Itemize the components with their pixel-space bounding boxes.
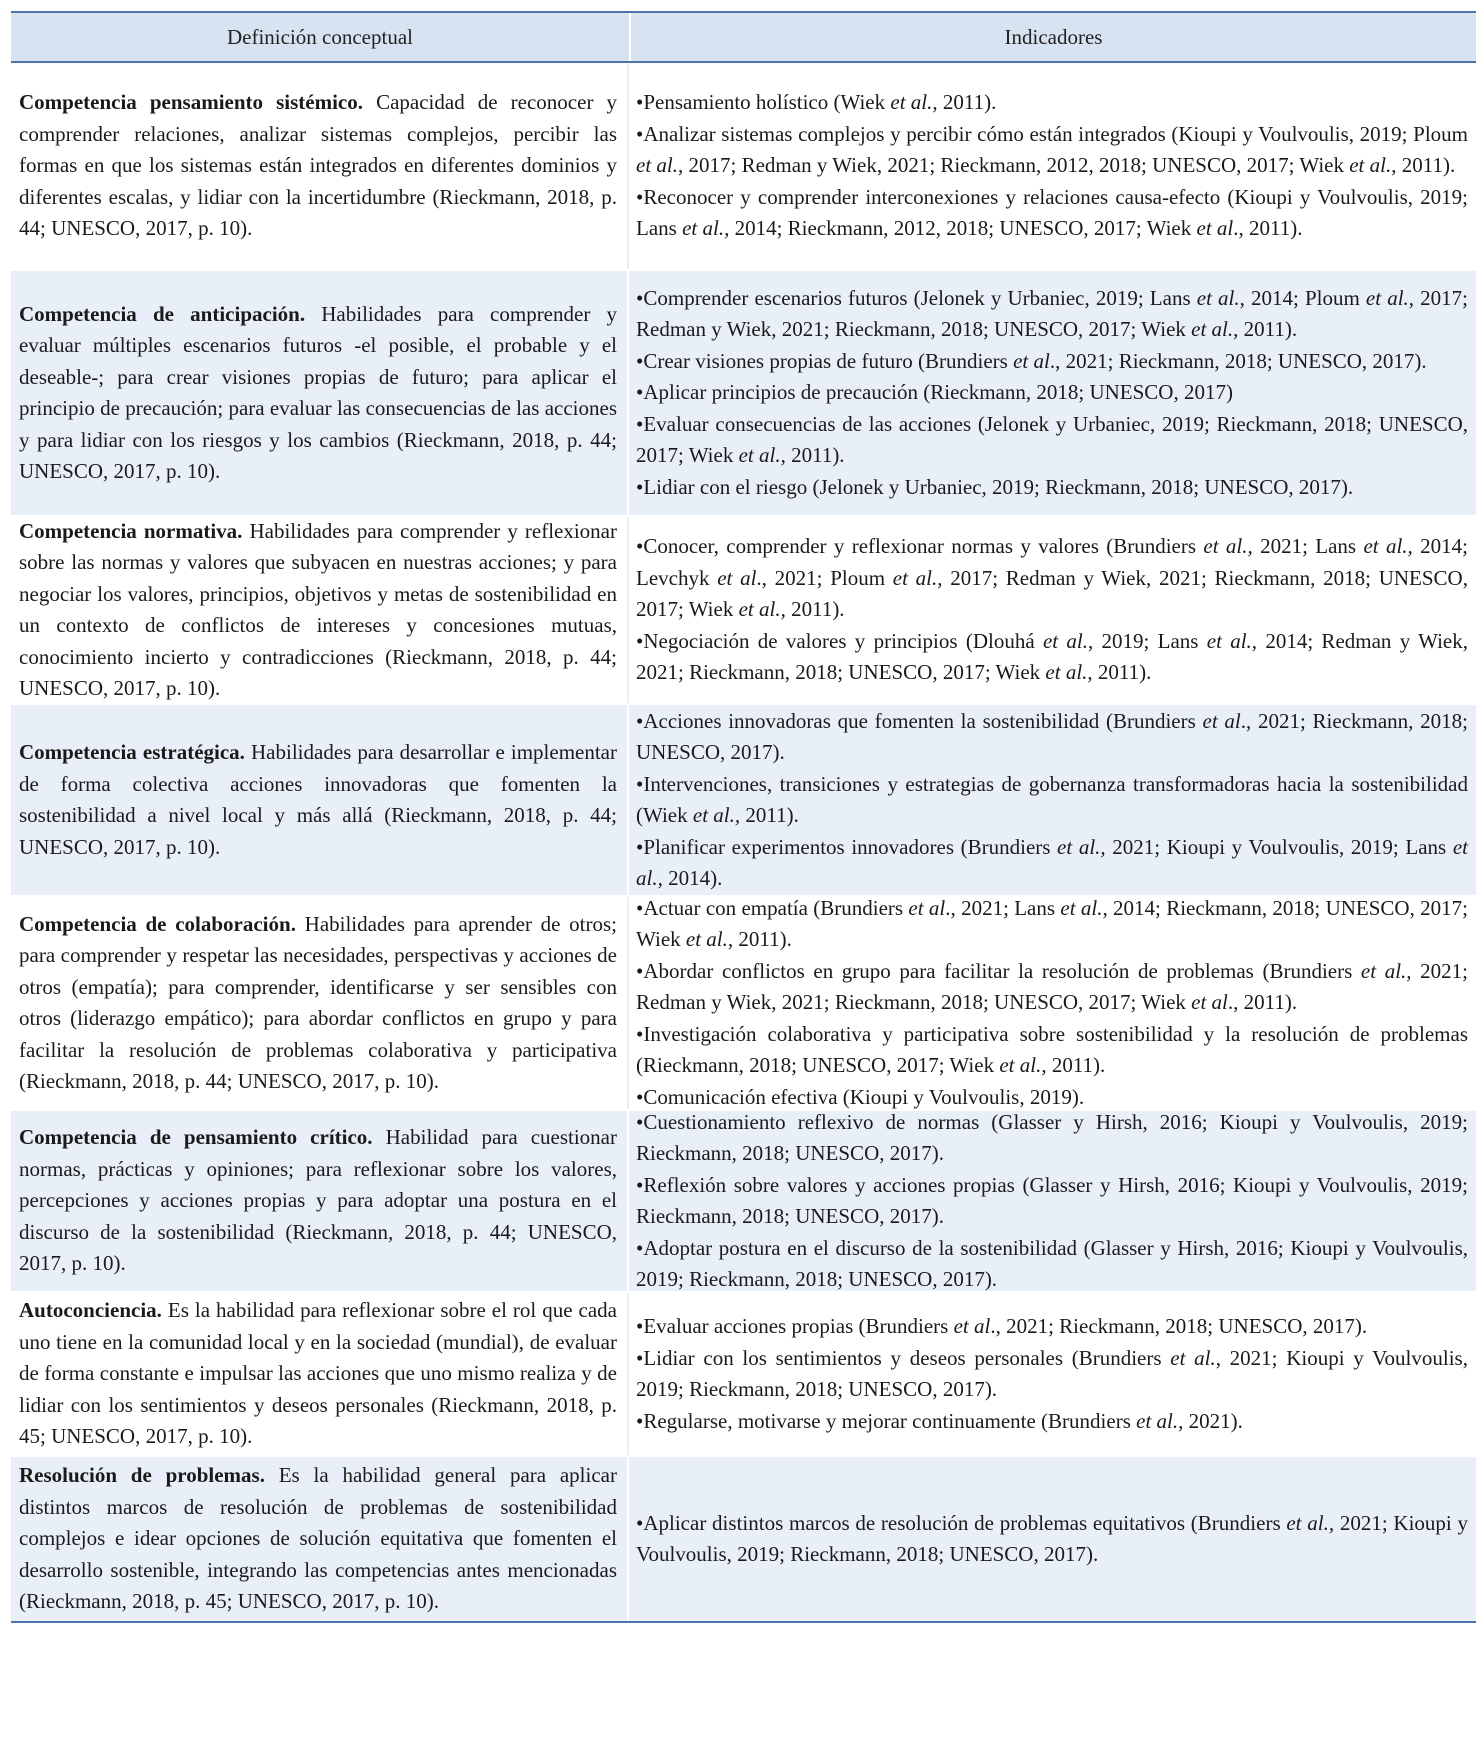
competency-title: Competencia normativa. <box>19 518 243 543</box>
indicator-item: •Reflexión sobre valores y acciones propias (Glasser y Hirsh, 2016; Kioupi y Voulvoulis, 2019; Rieckmann, 2018; UNESCO, 2017). <box>636 1172 1468 1228</box>
competency-title: Competencia de anticipación. <box>19 301 306 326</box>
competency-title: Competencia de colaboración. <box>19 911 296 936</box>
competencies-table <box>11 11 1476 1623</box>
header-indicadores: Indicadores <box>1004 24 1103 49</box>
indicator-item: •Reconocer y comprender interconexiones y relaciones causa-efecto (Kioupi y Voulvoulis, 2019; Lans et al., 2014; Rieckmann, 2012, 2018; UNESCO, 2017; Wiek et al., 2011). <box>636 184 1468 241</box>
competency-definition: Habilidades para desarrollar e implementar de forma colectiva acciones innovadoras que fomenten la sostenibilidad a nivel local y más allá (Rieckmann, 2018, p. 44; UNESCO, 2017, p. 10). <box>19 740 617 859</box>
table-row <box>11 1293 1476 1457</box>
table-row <box>11 63 1476 271</box>
indicator-item: •Cuestionamiento reflexivo de normas (Glasser y Hirsh, 2016; Kioupi y Voulvoulis, 2019; Rieckmann, 2018; UNESCO, 2017). <box>636 1109 1468 1165</box>
definition-cell <box>11 1293 629 1455</box>
indicator-item: •Comunicación efectiva (Kioupi y Voulvoulis, 2019). <box>636 1084 1085 1109</box>
indicator-item: •Intervenciones, transiciones y estrategias de gobernanza transformadoras hacia la sostenibilidad (Wiek et al., 2011). <box>636 771 1468 827</box>
indicator-item: •Evaluar consecuencias de las acciones (Jelonek y Urbaniec, 2019; Rieckmann, 2018; UNESCO, 2017; Wiek et al., 2011). <box>636 411 1468 468</box>
indicator-item: •Adoptar postura en el discurso de la sostenibilidad (Glasser y Hirsh, 2016; Kioupi y Voulvoulis, 2019; Rieckmann, 2018; UNESCO, 2017). <box>636 1235 1468 1291</box>
definition-cell <box>11 705 629 895</box>
indicator-item: •Regularse, motivarse y mejorar continuamente (Brundiers et al., 2021). <box>636 1408 1243 1433</box>
indicator-item: •Aplicar distintos marcos de resolución de problemas equitativos (Brundiers et al., 2021; Kioupi y Voulvoulis, 2019; Rieckmann, 2018; UNESCO, 2017). <box>636 1510 1468 1566</box>
indicators-cell <box>629 1457 1476 1621</box>
indicators-cell <box>629 897 1476 1109</box>
definition-cell <box>11 897 629 1109</box>
indicator-item: •Negociación de valores y principios (Dlouhá et al., 2019; Lans et al., 2014; Redman y Wiek, 2021; Rieckmann, 2018; UNESCO, 2017; Wiek et al., 2011). <box>636 628 1468 685</box>
indicator-item: •Investigación colaborativa y participativa sobre sostenibilidad y la resolución de problemas (Rieckmann, 2018; UNESCO, 2017; Wiek et al., 2011). <box>636 1021 1468 1078</box>
definition-cell <box>11 63 629 269</box>
indicator-item: •Actuar con empatía (Brundiers et al., 2021; Lans et al., 2014; Rieckmann, 2018; UNESCO, 2017; Wiek et al., 2011). <box>636 895 1468 952</box>
competency-title: Autoconciencia. <box>19 1298 162 1323</box>
indicator-item: •Analizar sistemas complejos y percibir cómo están integrados (Kioupi y Voulvoulis, 2019; Ploum et al., 2017; Redman y Wiek, 2021; Rieckmann, 2012, 2018; UNESCO, 2017; Wiek et al., 2011). <box>636 121 1468 178</box>
table-row <box>11 271 1476 517</box>
competency-definition: Es la habilidad para reflexionar sobre el rol que cada uno tiene en la comunidad local y en la sociedad (mundial), de evaluar de forma constante e impulsar las acciones que uno mismo realiza y de lidiar con los sentimientos y deseos personales (Rieckmann, 2018, p. 45; UNESCO, 2017, p. 10). <box>19 1298 617 1449</box>
table-header <box>11 11 1476 63</box>
indicators-cell <box>629 1293 1476 1455</box>
indicator-item: •Acciones innovadoras que fomenten la sostenibilidad (Brundiers et al., 2021; Rieckmann, 2018; UNESCO, 2017). <box>636 708 1469 764</box>
definition-cell <box>11 1457 629 1621</box>
indicators-cell <box>629 271 1476 515</box>
indicator-item: •Crear visiones propias de futuro (Brundiers et al., 2021; Rieckmann, 2018; UNESCO, 2017). <box>636 348 1427 373</box>
indicator-item: •Evaluar acciones propias (Brundiers et al., 2021; Rieckmann, 2018; UNESCO, 2017). <box>636 1314 1368 1338</box>
table-row <box>11 1457 1476 1623</box>
indicators-cell <box>629 517 1476 703</box>
indicator-item: •Pensamiento holístico (Wiek et al., 2011). <box>636 90 997 115</box>
indicator-item: •Aplicar principios de precaución (Rieckmann, 2018; UNESCO, 2017) <box>636 380 1233 405</box>
indicators-cell <box>629 63 1476 269</box>
competency-definition: Es la habilidad general para aplicar distintos marcos de resolución de problemas de sostenibilidad complejos e idear opciones de solución equitativa que fomenten el desarrollo sostenible, integrando las competencias antes mencionadas (Rieckmann, 2018, p. 45; UNESCO, 2017, p. 10). <box>19 1463 617 1614</box>
table-row <box>11 517 1476 705</box>
indicators-cell <box>629 705 1476 895</box>
table-row <box>11 705 1476 897</box>
table-row <box>11 897 1476 1111</box>
header-definicion: Definición conceptual <box>11 13 631 61</box>
competency-title: Competencia pensamiento sistémico. <box>19 90 364 115</box>
competency-title: Resolución de problemas. <box>19 1463 265 1488</box>
competency-definition: Habilidades para comprender y evaluar múltiples escenarios futuros -el posible, el probable y el deseable-; para crear visiones propias de futuro; para aplicar el principio de precaución; para evaluar las consecuencias de las acciones y para lidiar con los riesgos y los cambios (Rieckmann, 2018, p. 44; UNESCO, 2017, p. 10). <box>19 301 617 483</box>
indicator-item: •Conocer, comprender y reflexionar normas y valores (Brundiers et al., 2021; Lans et al., 2014; Levchyk et al., 2021; Ploum et al., 2017; Redman y Wiek, 2021; Rieckmann, 2018; UNESCO, 2017; Wiek et al., 2011). <box>636 534 1468 622</box>
indicator-item: •Lidiar con el riesgo (Jelonek y Urbaniec, 2019; Rieckmann, 2018; UNESCO, 2017). <box>636 474 1354 499</box>
competency-definition: Habilidad para cuestionar normas, prácticas y opiniones; para reflexionar sobre los valores, percepciones y acciones propias y para adoptar una postura en el discurso de la sostenibilidad (Rieckmann, 2018, p. 44; UNESCO, 2017, p. 10). <box>19 1125 618 1276</box>
competency-definition: Habilidades para comprender y reflexionar sobre las normas y valores que subyacen en nuestras acciones; y para negociar los valores, principios, objetivos y metas de sostenibilidad en un contexto de conflictos de intereses y concesiones mutuas, conocimiento incierto y contradicciones (Rieckmann, 2018, p. 44; UNESCO, 2017, p. 10). <box>19 518 617 700</box>
table-body <box>11 63 1476 1623</box>
competency-definition: Capacidad de reconocer y comprender relaciones, analizar sistemas complejos, percibir las formas en que los sistemas están integrados en diferentes dominios y diferentes escalas, y lidiar con la incertidumbre (Rieckmann, 2018, p. 44; UNESCO, 2017, p. 10). <box>19 90 618 241</box>
definition-cell <box>11 517 629 703</box>
definition-cell <box>11 1111 629 1291</box>
competency-title: Competencia estratégica. <box>19 740 245 764</box>
indicator-item: •Lidiar con los sentimientos y deseos personales (Brundiers et al., 2021; Kioupi y Voulvoulis, 2019; Rieckmann, 2018; UNESCO, 2017). <box>636 1345 1468 1401</box>
indicator-item: •Comprender escenarios futuros (Jelonek y Urbaniec, 2019; Lans et al., 2014; Ploum et al., 2017; Redman y Wiek, 2021; Rieckmann, 2018; UNESCO, 2017; Wiek et al., 2011). <box>636 285 1469 342</box>
competency-title: Competencia de pensamiento crítico. <box>19 1125 373 1150</box>
table-row <box>11 1111 1476 1293</box>
indicator-item: •Abordar conflictos en grupo para facilitar la resolución de problemas (Brundiers et al., 2021; Redman y Wiek, 2021; Rieckmann, 2018; UNESCO, 2017; Wiek et al., 2011). <box>636 958 1468 1015</box>
competency-definition: Habilidades para aprender de otros; para comprender y respetar las necesidades, perspectivas y acciones de otros (empatía); para comprender, identificarse y ser sensibles con otros (liderazgo empático); para abordar conflictos en grupo y para facilitar la resolución de problemas colaborativa y participativa (Rieckmann, 2018, p. 44; UNESCO, 2017, p. 10). <box>19 911 618 1093</box>
indicator-item: •Planificar experimentos innovadores (Brundiers et al., 2021; Kioupi y Voulvoulis, 2019; Lans et al., 2014). <box>636 834 1468 890</box>
indicators-cell <box>629 1111 1476 1291</box>
definition-cell <box>11 271 629 515</box>
